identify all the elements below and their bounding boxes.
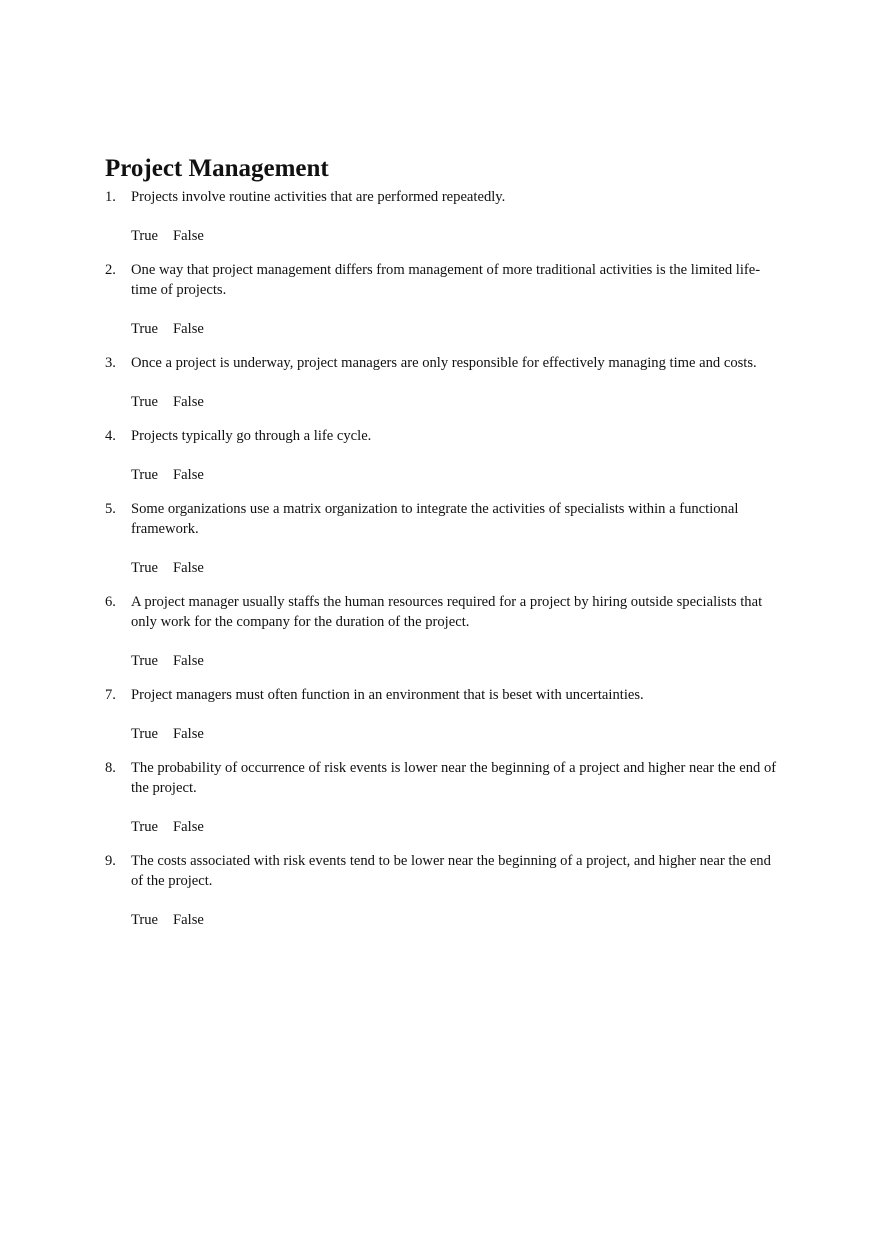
- answer-options: [131, 817, 785, 837]
- question: [105, 499, 785, 539]
- question-number: 9.: [105, 853, 116, 869]
- question-number: 2.: [105, 262, 116, 278]
- answer-false[interactable]: False: [173, 653, 204, 669]
- answer-true[interactable]: True: [131, 912, 159, 928]
- question: [105, 260, 785, 300]
- question-text: One way that project management differs from management of more traditional activities is the limited life-time of projects.: [131, 262, 761, 298]
- page-title: Project Management: [105, 155, 329, 182]
- question-item: [105, 685, 785, 744]
- answer-options: [131, 392, 785, 412]
- answer-options: [131, 724, 785, 744]
- answer-false[interactable]: False: [173, 819, 204, 835]
- question-number: 7.: [105, 687, 116, 703]
- answer-false[interactable]: False: [173, 467, 204, 483]
- answer-options: [131, 558, 785, 578]
- question-item: [105, 426, 785, 485]
- question: [105, 187, 785, 207]
- answer-true[interactable]: True: [131, 560, 159, 576]
- question-item: [105, 592, 785, 671]
- question-item: [105, 353, 785, 412]
- answer-true[interactable]: True: [131, 726, 159, 742]
- question-item: [105, 260, 785, 339]
- answer-true[interactable]: True: [131, 653, 159, 669]
- question: [105, 758, 785, 798]
- question: [105, 592, 785, 632]
- answer-true[interactable]: True: [131, 467, 159, 483]
- document-page: [105, 154, 785, 944]
- answer-false[interactable]: False: [173, 726, 204, 742]
- question-number: 8.: [105, 760, 116, 776]
- answer-options: [131, 651, 785, 671]
- answer-true[interactable]: True: [131, 394, 159, 410]
- question-number: 3.: [105, 355, 116, 371]
- question-item: [105, 851, 785, 930]
- answer-true[interactable]: True: [131, 321, 159, 337]
- question: [105, 851, 785, 891]
- question-text: Projects typically go through a life cycle.: [131, 428, 372, 444]
- question-text: Some organizations use a matrix organization to integrate the activities of specialists within a functional framework.: [131, 501, 739, 537]
- question-item: [105, 187, 785, 246]
- answer-false[interactable]: False: [173, 912, 204, 928]
- question-text: A project manager usually staffs the human resources required for a project by hiring outside specialists that only work for the company for the duration of the project.: [131, 594, 763, 630]
- question: [105, 426, 785, 446]
- question-text: Once a project is underway, project managers are only responsible for effectively managing time and costs.: [131, 355, 757, 371]
- question-text: Projects involve routine activities that are performed repeatedly.: [131, 189, 506, 205]
- answer-false[interactable]: False: [173, 560, 204, 576]
- answer-false[interactable]: False: [173, 321, 204, 337]
- question-item: [105, 758, 785, 837]
- question-number: 4.: [105, 428, 116, 444]
- question: [105, 685, 785, 705]
- question-list: [105, 187, 785, 930]
- answer-options: [131, 465, 785, 485]
- question-number: 1.: [105, 189, 116, 205]
- question-text: The costs associated with risk events tend to be lower near the beginning of a project, and higher near the end of the project.: [131, 853, 771, 889]
- answer-true[interactable]: True: [131, 228, 159, 244]
- question-text: The probability of occurrence of risk events is lower near the beginning of a project and higher near the end of the project.: [131, 760, 777, 796]
- answer-true[interactable]: True: [131, 819, 159, 835]
- answer-false[interactable]: False: [173, 394, 204, 410]
- question-text: Project managers must often function in an environment that is beset with uncertainties.: [131, 687, 644, 703]
- question-item: [105, 499, 785, 578]
- answer-false[interactable]: False: [173, 228, 204, 244]
- answer-options: [131, 319, 785, 339]
- answer-options: [131, 226, 785, 246]
- answer-options: [131, 910, 785, 930]
- question: [105, 353, 785, 373]
- question-number: 6.: [105, 594, 116, 610]
- question-number: 5.: [105, 501, 116, 517]
